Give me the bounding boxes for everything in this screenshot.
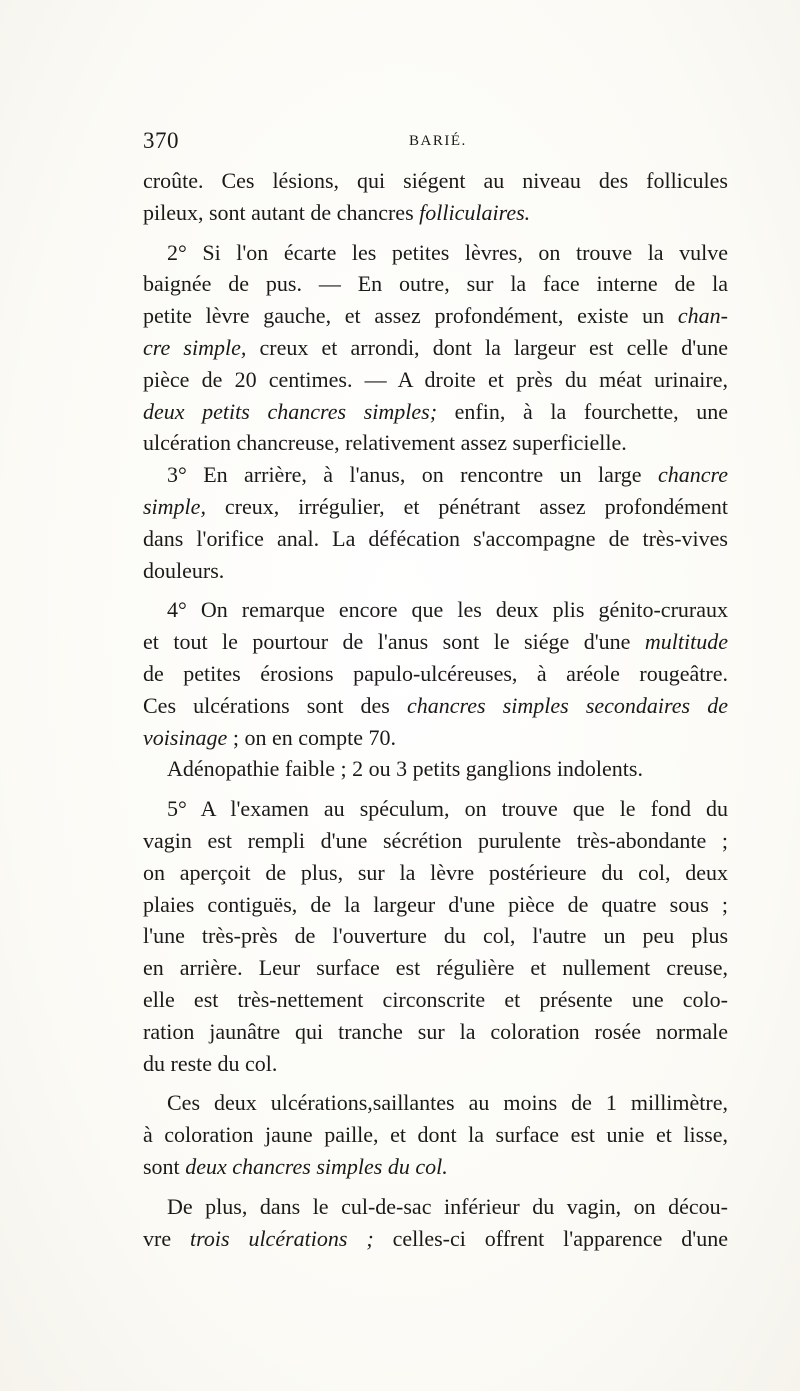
italic-run: chancres simples secondaires de [407,692,728,718]
text-line: pièce de 20 centimes. — A droite et près du méat urinaire, [143,366,728,392]
text-line: on aperçoit de plus, sur la lèvre postérieure du col, deux [143,859,728,885]
text-line: Ces ulcérations sont des chancres simples secondaires de [143,692,728,718]
text-line: De plus, dans le cul-de-sac inférieur du vagin, on décou- [167,1193,728,1219]
text-line: 2° Si l'on écarte les petites lèvres, on trouve la vulve [167,239,728,265]
text-line: simple, creux, irrégulier, et pénétrant assez profondément [143,493,728,519]
text-line: ulcération chancreuse, relativement assez superficielle. [143,430,627,456]
italic-run: multitude [644,629,728,655]
text-line: elle est très-nettement circonscrite et présente une colo- [143,986,728,1012]
text-line: croûte. Ces lésions, qui siégent au niveau des follicules [143,168,728,193]
text-line: plaies contiguës, de la largeur d'une pièce de quatre sous ; [143,891,728,917]
text-line: baignée de pus. — En outre, sur la face interne de la [143,271,728,297]
italic-run: chancre [657,462,728,488]
italic-run: chan- [677,303,728,329]
running-head: BARIÉ. [409,133,467,149]
text-line: ration jaunâtre qui tranche sur la coloration rosée normale [143,1018,728,1044]
text-line: deux petits chancres simples; enfin, à la fourchette, une [143,398,728,424]
text-line: sont deux chancres simples du col. [143,1153,448,1179]
page-number: 370 [143,128,179,153]
text-line: voisinage ; on en compte 70. [143,724,396,750]
text-line: 3° En arrière, à l'anus, on rencontre un large chancre [167,462,728,488]
italic-run: simple, [143,493,206,519]
body-text [143,165,728,1254]
text-line: du reste du col. [143,1050,278,1076]
text-line: vagin est rempli d'une sécrétion purulente très-abondante ; [143,827,728,853]
text-line: de petites érosions papulo-ulcéreuses, à aréole rougeâtre. [143,660,728,686]
italic-run: trois ulcérations ; [190,1225,374,1251]
text-line: en arrière. Leur surface est régulière et nullement creuse, [143,955,728,981]
italic-run: folliculaires. [419,199,531,225]
text-line: 4° On remarque encore que les deux plis génito-cruraux [167,597,728,623]
text-line: Ces deux ulcérations,saillantes au moins de 1 millimètre, [167,1090,728,1116]
text-line: l'une très-près de l'ouverture du col, l'autre un peu plus [143,923,728,949]
text-line: dans l'orifice anal. La défécation s'accompagne de très-vives [143,525,728,551]
italic-run: voisinage [143,724,228,750]
text-line: cre simple, creux et arrondi, dont la largeur est celle d'une [143,334,728,360]
text-line: Adénopathie faible ; 2 ou 3 petits ganglions indolents. [167,756,643,782]
text-line: douleurs. [143,557,225,583]
text-line: et tout le pourtour de l'anus sont le siége d'une multitude [143,629,728,655]
text-line: 5° A l'examen au spéculum, on trouve que le fond du [167,796,728,822]
italic-run: deux petits chancres simples; [143,398,438,424]
text-line: à coloration jaune paille, et dont la surface est unie et lisse, [143,1122,728,1148]
italic-run: cre simple, [143,334,247,360]
text-line: petite lèvre gauche, et assez profondément, existe un chan- [143,303,728,329]
page-header [143,128,728,158]
text-line: pileux, sont autant de chancres folliculaires. [143,199,531,225]
text-line: vre trois ulcérations ; celles-ci offrent l'apparence d'une [143,1225,728,1251]
italic-run: deux chancres simples du col. [185,1153,448,1179]
